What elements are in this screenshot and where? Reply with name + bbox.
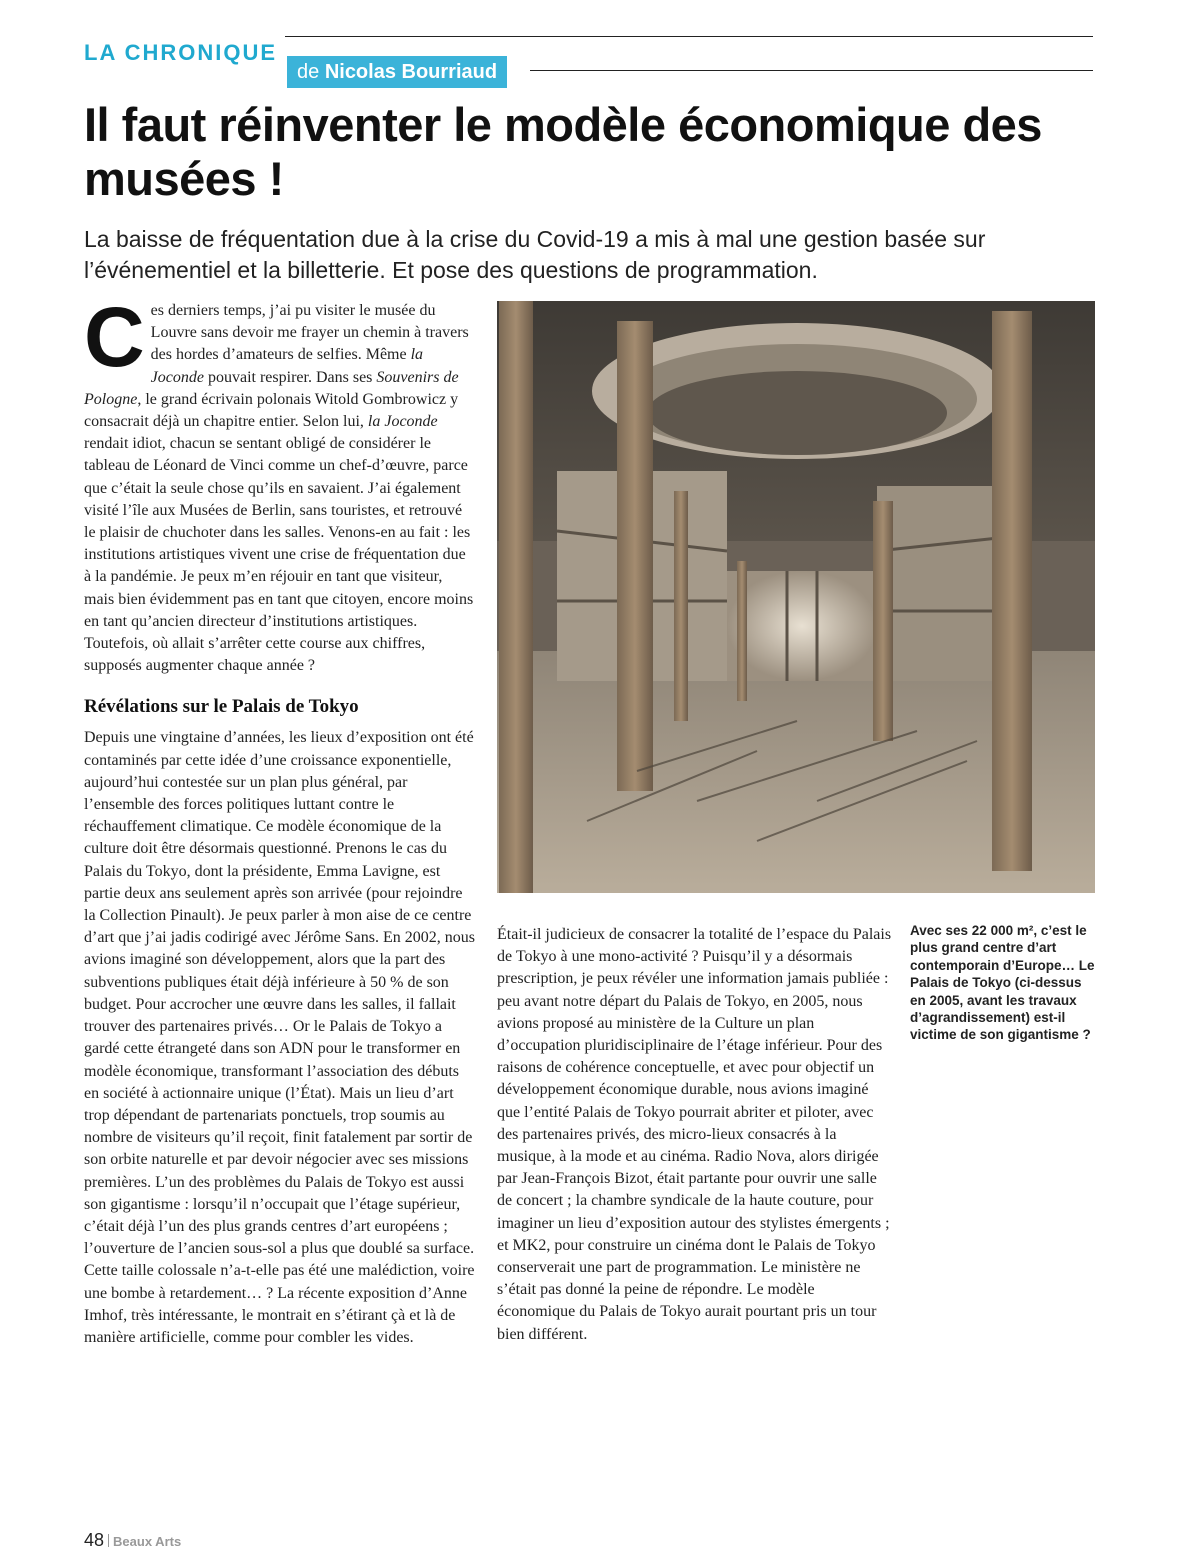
byline-prefix: de	[297, 61, 325, 83]
drop-cap: C	[84, 290, 145, 384]
page-footer	[84, 1530, 181, 1551]
body-paragraph-2: Depuis une vingtaine d’années, les lieux d’exposition ont été contaminés par cette idée d’une croissance exponentielle, aujourd’hui contestée sur un plan plus général, par l’ensemble des forces politiques luttant contre le réchauffement climatique. Ce modèle économique de la culture doit être désormais questionné. Prenons le cas du Palais du Tokyo, dont la présidente, Emma Lavigne, est partie deux ans seulement après son arrivée (pour rejoindre la Collection Pinault). Je peux parler à mon aise de ce centre d’art que j’ai jadis codirigé avec Jérôme Sans. En 2002, nous avions imaginé son développement, alors que la part des subventions publiques était déjà inférieure à 50 % de son budget. Pour accrocher une œuvre dans les salles, il fallait trouver des partenaires privés… Or le Palais de Tokyo a gardé cette étrangeté dans son ADN pour le transformer en modèle économique, transformant l’association des débuts en société à actionnaire unique (l’État). Mais un lieu d’art trop dépendant de partenariats ponctuels, trop soumis au nombre de visiteurs qu’il reçoit, finit fatalement par sortir de son orbite naturelle et par devoir négocier avec ses missions premières. L’un des problèmes du Palais de Tokyo est aussi son gigantisme : lorsqu’il n’occupait que l’étage supérieur, c’était déjà l’un des plus grands centres d’art européens ; l’ouverture de l’ancien sous-sol a plus que doublé sa surface. Cette taille colossale n’a-t-elle pas été une malédiction, voire une bombe à retardement… ? La récente exposition d’Anne Imhof, très intéressante, le montrait en s’étirant çà et là de manière artificielle, comme pour combler les vides.	[84, 729, 475, 1346]
article-photo	[497, 301, 1095, 893]
body-column-2	[497, 924, 892, 1346]
section-subhead: Révélations sur le Palais de Tokyo	[84, 696, 359, 718]
header-rule-top	[285, 36, 1093, 37]
body-column-1	[84, 290, 476, 1349]
photo-caption: Avec ses 22 000 m², c’est le plus grand centre d’art contemporain d’Europe… Le Palais de Tokyo (ci-dessus en 2005, avant les travaux d’agrandissement) est-il victime de son gigantisme ?	[910, 923, 1095, 1043]
article-standfirst: La baisse de fréquentation due à la crise du Covid-19 a mis à mal une gestion basée sur l’événementiel et la billetterie. Et pose des questions de programmation.	[84, 226, 986, 283]
header-rule-bottom	[530, 70, 1093, 71]
body-paragraph-3: Était-il judicieux de consacrer la totalité de l’espace du Palais de Tokyo à une mono-activité ? Puisqu’il y a désormais prescription, je peux révéler une information jamais publiée : peu avant notre départ du Palais de Tokyo, en 2005, nous avions proposé au ministère de la Culture un plan d’occupation pluridisciplinaire de l’étage inférieur. Pour des raisons de cohérence conceptuelle, et avec pour objectif un développement économique durable, nous avions imaginé que l’entité Palais de Tokyo pourrait abriter et piloter, avec des partenaires privés, des micro-lieux consacrés à la musique, à la mode et au cinéma. Radio Nova, alors dirigée par Jean-François Bizot, était partante pour ouvrir une salle de concert ; la chambre syndicale de la haute couture, pour imaginer un lieu d’exposition autour des stylistes émergents ; et MK2, pour construire un cinéma dont le Palais de Tokyo conserverait une part de programmation. Le ministère ne s’était pas donné la peine de répondre. Le modèle économique du Palais de Tokyo aurait pourtant pris un tour bien différent.	[497, 926, 892, 1343]
magazine-name: Beaux Arts	[113, 1534, 182, 1549]
palais-de-tokyo-interior-image	[497, 301, 1095, 893]
byline-badge	[287, 56, 507, 88]
byline-author: Nicolas Bourriaud	[324, 61, 498, 83]
footer-divider	[108, 1534, 109, 1547]
body-paragraph-1: Ces derniers temps, j’ai pu visiter le musée du Louvre sans devoir me frayer un chemin à travers des hordes d’amateurs de selfies. Même la Joconde pouvait respirer. Dans ses Souvenirs de Pologne, le grand écrivain polonais Witold Gombrowicz y consacrait déjà un chapitre entier. Selon lui, la Joconde rendait idiot, chacun se sentant obligé de considérer le tableau de Léonard de Vinci comme un chef-d’œuvre, parce que c’était la seule chose qu’ils en savaient. J’ai également visité l’île aux Musées de Berlin, sans touristes, et retrouvé le plaisir de chuchoter dans les salles. Venons-en au fait : les institutions artistiques vivent une crise de fréquentation due à la pandémie. Je peux m’en réjouir en tant que visiteur, mais bien évidemment pas en tant que citoyen, encore moins en tant qu’ancien directeur d’institutions artistiques. Toutefois, où allait s’arrêter cette course aux chiffres, supposés augmenter chaque année ?	[84, 290, 474, 675]
page-number: 48	[84, 1530, 105, 1550]
rubric-label: LA CHRONIQUE	[84, 40, 278, 65]
article-headline: Il faut réinventer le modèle économique des musées !	[84, 98, 1042, 205]
